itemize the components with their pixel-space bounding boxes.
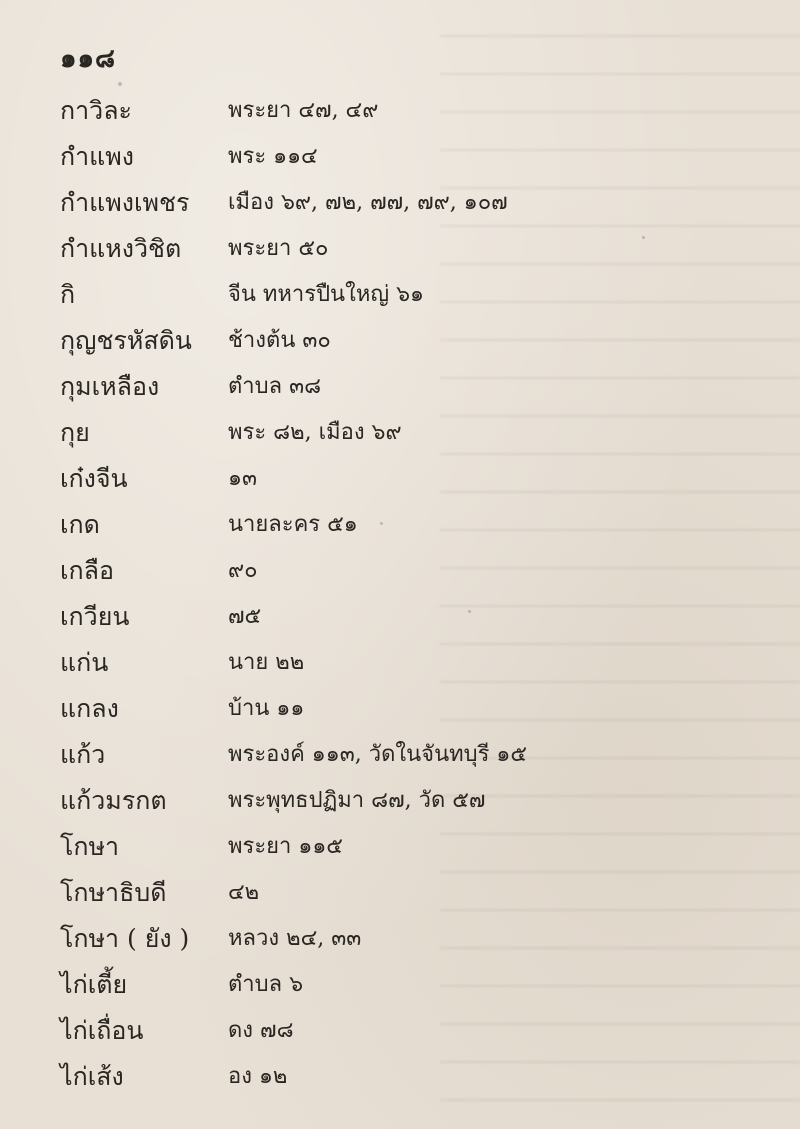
index-term: เกด: [60, 510, 100, 539]
index-entry: [60, 916, 740, 962]
index-entry: [60, 410, 740, 456]
index-entry: [60, 364, 740, 410]
index-term: กิ: [60, 280, 76, 309]
ink-speck: [236, 198, 239, 201]
index-refs: จีน ทหารปืนใหญ่ ๖๑: [228, 282, 425, 307]
index-term: แก่น: [60, 648, 109, 677]
index-entry: [60, 778, 740, 824]
index-list: [60, 88, 740, 1100]
index-term: กำแพง: [60, 142, 134, 171]
index-refs: พระพุทธปฏิมา ๘๗, วัด ๕๗: [228, 788, 486, 813]
index-refs: ๑๓: [228, 466, 258, 491]
index-refs: พระยา ๕๐: [228, 236, 329, 261]
index-term: ไก่เตี้ย: [60, 970, 128, 999]
index-term: เก๋งจีน: [60, 464, 128, 493]
index-term: เกวียน: [60, 602, 130, 631]
index-entry: [60, 226, 740, 272]
index-term: กุญชรหัสดิน: [60, 326, 192, 355]
index-term: กำแหงวิชิต: [60, 234, 182, 263]
index-refs: ๙๐: [228, 558, 258, 583]
index-refs: พระ ๑๑๔: [228, 144, 318, 169]
ink-speck: [380, 522, 383, 525]
index-entry: [60, 548, 740, 594]
index-refs: ตำบล ๖: [228, 972, 304, 997]
index-refs: นายละคร ๕๑: [228, 512, 358, 537]
index-entry: [60, 1054, 740, 1100]
index-entry: [60, 88, 740, 134]
index-entry: [60, 456, 740, 502]
index-term: โกษาธิบดี: [60, 878, 167, 907]
index-entry: [60, 272, 740, 318]
index-entry: [60, 134, 740, 180]
index-refs: ช้างต้น ๓๐: [228, 328, 331, 353]
index-term: กาวิละ: [60, 96, 132, 125]
index-term: โกษา: [60, 832, 120, 861]
index-entry: [60, 180, 740, 226]
index-refs: ดง ๗๘: [228, 1018, 294, 1043]
index-term: แก้ว: [60, 740, 106, 769]
index-term: เกลือ: [60, 556, 115, 585]
index-term: กำแพงเพชร: [60, 188, 190, 217]
index-term: กุมเหลือง: [60, 372, 160, 401]
index-term: กุย: [60, 418, 90, 447]
index-entry: [60, 824, 740, 870]
ink-speck: [642, 236, 645, 239]
index-refs: ๗๕: [228, 604, 262, 629]
index-refs: เมือง ๖๙, ๗๒, ๗๗, ๗๙, ๑๐๗: [228, 190, 508, 215]
index-refs: บ้าน ๑๑: [228, 696, 305, 721]
index-refs: พระองค์ ๑๑๓, วัดในจันทบุรี ๑๕: [228, 742, 527, 767]
index-entry: [60, 318, 740, 364]
index-entry: [60, 640, 740, 686]
index-entry: [60, 502, 740, 548]
index-refs: ๔๒: [228, 880, 260, 905]
ink-speck: [118, 82, 122, 86]
index-term: โกษา ( ยัง ): [60, 924, 190, 953]
index-refs: หลวง ๒๔, ๓๓: [228, 926, 362, 951]
index-refs: พระ ๘๒, เมือง ๖๙: [228, 420, 402, 445]
index-term: ไก่เถื่อน: [60, 1016, 144, 1045]
index-refs: ตำบล ๓๘: [228, 374, 322, 399]
index-refs: นาย ๒๒: [228, 650, 305, 675]
index-term: แก้วมรกต: [60, 786, 167, 815]
index-entry: [60, 1008, 740, 1054]
index-entry: [60, 732, 740, 778]
index-term: ไก่เส้ง: [60, 1062, 124, 1091]
index-term: แกลง: [60, 694, 119, 723]
index-entry: [60, 686, 740, 732]
index-refs: พระยา ๑๑๕: [228, 834, 343, 859]
ink-speck: [468, 610, 471, 613]
index-refs: อง ๑๒: [228, 1064, 288, 1089]
index-entry: [60, 594, 740, 640]
index-entry: [60, 870, 740, 916]
page-number: ๑๑๘: [60, 44, 117, 74]
index-entry: [60, 962, 740, 1008]
index-refs: พระยา ๔๗, ๔๙: [228, 98, 379, 123]
